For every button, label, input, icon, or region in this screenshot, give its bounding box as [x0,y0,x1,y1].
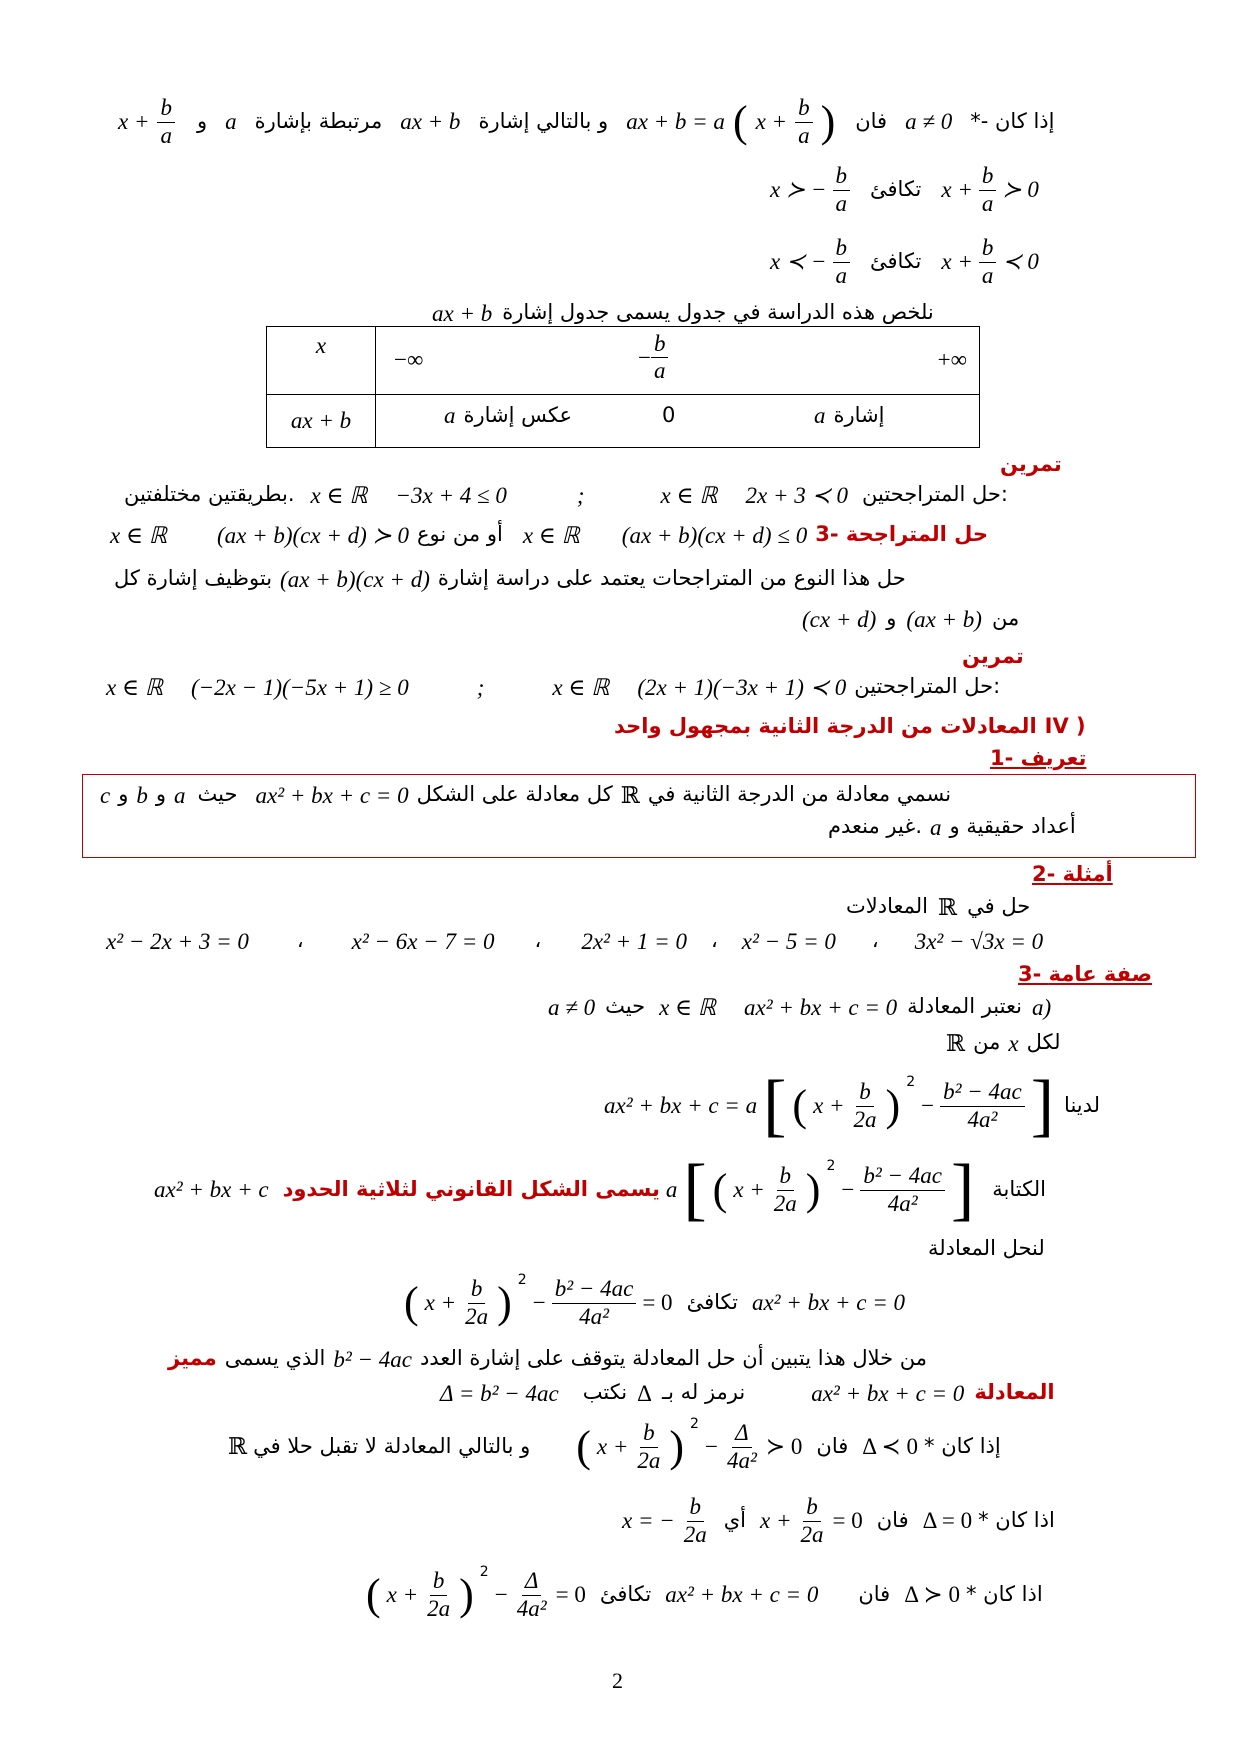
exercise-2-title: تمرين [962,644,1024,668]
section-3-desc-2: (cx + d) و (ax + b) من [802,606,1020,632]
table-row-label: ax + b [267,395,376,448]
discriminant-line: مميز الذي يسمى b² − 4ac من خلال هذا يتبين أن حل المعادلة يتوقف على إشارة العدد [168,1346,928,1372]
examples-intro: المعادلات ℝ حل في [846,894,1031,920]
sign-therefore: و بالتالي إشارة [478,109,609,134]
line-case-a: x + $\frac{b}{a}$ و a مرتبطة بإشارة ax + b و بالتالي إشارة ax + b = a ( x + $\frac{b}{a}$ ) فان a ≠ 0 *- إذا كان [118,95,1055,148]
page-number: 2 [612,1668,623,1693]
sign-table [266,326,980,448]
summary-line: ax + b نلخص هذه الدراسة في جدول يسمى جدول إشارة [432,300,934,326]
line-positive: x ≻ − $\frac{b}{a}$ تكافئ x + $\frac{b}{a}$ ≻ 0 [770,163,1039,216]
canonical-form-label: يسمى الشكل القانوني لثلاثية الحدود [282,1177,660,1202]
section-3-heading: 3- حل المتراجحة [815,522,989,546]
definition-line-1: c و b و a حيث ax² + bx + c = 0 كل معادلة على الشكل ℝ نسمي معادلة من الدرجة الثانية في [100,782,952,808]
general-consider: a ≠ 0 حيث x ∈ ℝ ax² + bx + c = 0 نعتبر المعادلة a) [548,994,1052,1020]
examples-heading: 2- أمثلة [1032,862,1113,886]
general-heading: 3- صفة عامة [1018,962,1153,986]
condition-a-nonzero: a ≠ 0 [905,109,953,135]
case-label: *- إذا كان [970,109,1055,134]
definition-line-2: غير منعدم. a أعداد حقيقية و [828,814,1076,840]
equivalence-line: ( x + $\frac{b}{2a}$ ) $^2$ − $\frac{\text{b² − 4ac}}{\text{4a²}}$ = 0 تكافئ ax² + bx + c = 0 [404,1272,906,1329]
and-word: و [196,109,208,134]
general-forall: ℝ من x لكل [946,1030,1061,1056]
linked-text: مرتبطة بإشارة [254,109,383,134]
section-3-desc-1: بتوظيف إشارة كل (ax + b)(cx + d) حل هذا النوع من المتراجحات يعتمد على دراسة إشارة [114,566,906,592]
table-x-cell: x [267,327,376,395]
table-x-values: −∞ − $\frac{b}{a}$ +∞ [376,327,980,395]
case-zero: x = − $\frac{b}{2a}$ أي x + $\frac{b}{2a}$ = 0 فان Δ = 0 * اذا كان [622,1494,1055,1547]
canonical-derivation: ax² + bx + c = a [ ( x + $\frac{b}{2a}$ ) $^2$ − $\frac{\text{b² − 4ac}}{\text{4a²}}$ ] لدينا [604,1067,1101,1144]
factor-equation: ax + b = a [626,109,725,135]
exercise-1-line: بطريقتين مختلفتين. x ∈ ℝ −3x + 4 ≤ 0 ; x ∈ ℝ 2x + 3 ≺ 0 حل المتراجحتين: [124,482,1008,508]
section-3-line: x ∈ ℝ (ax + b)(cx + d) ≻ 0 أو من نوع x ∈ ℝ (ax + b)(cx + d) ≤ 0 3- حل المتراجحة [110,522,989,548]
to-solve-label: لنحل المعادلة [928,1236,1045,1260]
exercise-1-title: تمرين [1000,452,1062,476]
exercise-2-line: x ∈ ℝ (−2x − 1)(−5x + 1) ≥ 0 ; x ∈ ℝ (2x + 1)(−3x + 1) ≺ 0 حل المتراجحتين: [106,674,1001,700]
x-plus: x + [118,109,150,135]
line-negative: x ≺ − $\frac{b}{a}$ تكافئ x + $\frac{b}{a}$ ≺ 0 [770,235,1039,288]
section-iv-heading: المعادلات من الدرجة الثانية بمجهول واحد IV ) [614,714,1086,738]
definition-heading: 1- تعريف [990,746,1087,770]
table-row-signs: a عكس إشارة 0 a إشارة [376,395,980,448]
discriminant-notation: Δ = b² − 4ac نكتب Δ نرمز له بـ ax² + bx + c = 0 المعادلة [440,1380,1055,1406]
case-negative: ℝ و بالتالي المعادلة لا تقبل حلا في ( x + $\frac{b}{2a}$ ) $^2$ − $\frac{\Delta}{\text{4a²}}$ ≻ 0 فان Δ ≺ 0 * إذا كان [228,1416,1001,1473]
fraction-b-over-a: $\frac{b}{a}$ [157,95,175,149]
canonical-form-line: ax² + bx + c يسمى الشكل القانوني لثلاثية الحدود a [ ( x + $\frac{b}{2a}$ ) $^2$ − $\frac{\text{b² − 4ac}}{\text{4a²}}$ ] الكتابة [154,1151,1046,1228]
examples-equations: x² − 2x + 3 = 0 ، x² − 6x − 7 = 0 ، 2x² + 1 = 0 ، x² − 5 = 0 ، 3x² − √3x = 0 [106,928,1044,954]
case-positive: ( x + $\frac{b}{2a}$ ) $^2$ − $\frac{\Delta}{\text{4a²}}$ = 0 تكافئ ax² + bx + c = 0 فان Δ ≻ 0 * اذا كان [366,1564,1043,1621]
